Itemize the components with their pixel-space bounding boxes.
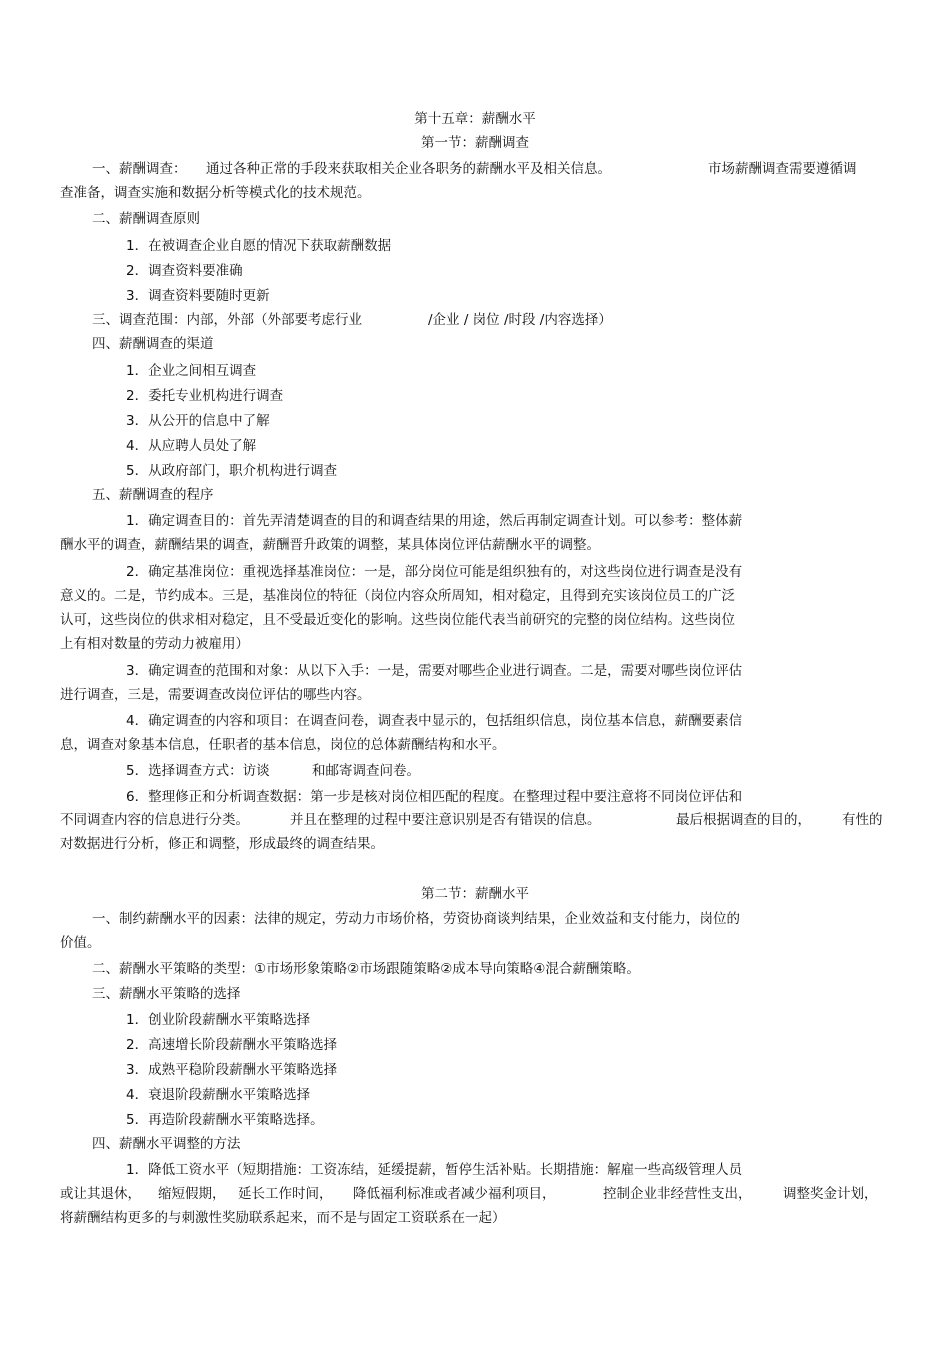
s2-p2: 二、薪酬水平策略的类型：①市场形象策略②市场跟随策略②成本导向策略④混合薪酬策略。 xyxy=(92,961,640,977)
s1-heading-5: 五、薪酬调查的程序 xyxy=(92,487,214,503)
proc-6-line1: 6．整理修正和分析调查数据：第一步是核对岗位相匹配的程度。在整理过程中要注意将不同岗位评估和 xyxy=(126,789,743,805)
proc-6-text-a: 不同调查内容的信息进行分类。 xyxy=(60,812,249,828)
s2-p1-line1: 一、制约薪酬水平的因素：法律的规定，劳动力市场价格，劳资协商谈判结果，企业效益和支付能力，岗位的 xyxy=(92,911,740,927)
s1-heading-4: 四、薪酬调查的渠道 xyxy=(92,336,214,352)
adj-1-text-a: 或让其退休， xyxy=(60,1186,141,1202)
proc-6-line3: 对数据进行分析，修正和调整，形成最终的调查结果。 xyxy=(60,836,384,852)
strategy-item: 2．高速增长阶段薪酬水平策略选择 xyxy=(126,1037,338,1053)
channel-item: 5．从政府部门，职介机构进行调查 xyxy=(126,463,338,479)
proc-5-text-a: 5．选择调查方式：访谈 xyxy=(126,763,270,779)
s1-p1-text-c: 市场薪酬调查需要遵循调 xyxy=(708,161,857,177)
strategy-item: 3．成熟平稳阶段薪酬水平策略选择 xyxy=(126,1062,338,1078)
proc-4-line2: 息，调查对象基本信息，任职者的基本信息，岗位的总体薪酬结构和水平。 xyxy=(60,737,506,753)
proc-5-text-b: 和邮寄调查问卷。 xyxy=(312,763,420,779)
strategy-item: 1．创业阶段薪酬水平策略选择 xyxy=(126,1012,311,1028)
adj-1-text-f: 调整奖金计划， xyxy=(783,1186,878,1202)
proc-3-line2: 进行调查，三是，需要调查改岗位评估的哪些内容。 xyxy=(60,687,371,703)
scope-text-b: /企业 / 岗位 /时段 /内容选择） xyxy=(428,312,612,328)
scope-text-a: 三、调查范围：内部，外部（外部要考虑行业 xyxy=(92,312,362,328)
strategy-item: 5．再造阶段薪酬水平策略选择。 xyxy=(126,1112,324,1128)
proc-2-line1: 2．确定基准岗位：重视选择基准岗位：一是，部分岗位可能是组织独有的，对这些岗位进行调查是没有 xyxy=(126,564,743,580)
channel-item: 1．企业之间相互调查 xyxy=(126,363,257,379)
principle-item: 3．调查资料要随时更新 xyxy=(126,288,270,304)
s2-heading-3: 三、薪酬水平策略的选择 xyxy=(92,986,241,1002)
adj-1-text-c: 延长工作时间， xyxy=(238,1186,333,1202)
channel-item: 3．从公开的信息中了解 xyxy=(126,413,270,429)
adj-1-text-e: 控制企业非经营性支出， xyxy=(603,1186,752,1202)
adj-1-text-b: 缩短假期， xyxy=(158,1186,226,1202)
proc-1-line1: 1．确定调查目的：首先弄清楚调查的目的和调查结果的用途，然后再制定调查计划。可以参考：整体薪 xyxy=(126,513,743,529)
channel-item: 4．从应聘人员处了解 xyxy=(126,438,257,454)
chapter-title: 第十五章：薪酬水平 xyxy=(414,111,536,127)
adj-1-text-d: 降低福利标准或者减少福利项目， xyxy=(353,1186,556,1202)
proc-6-text-c: 最后根据调查的目的， xyxy=(676,812,811,828)
channel-item: 2．委托专业机构进行调查 xyxy=(126,388,284,404)
s2-heading-4: 四、薪酬水平调整的方法 xyxy=(92,1136,241,1152)
s1-p1-text-b: 通过各种正常的手段来获取相关企业各职务的薪酬水平及相关信息。 xyxy=(206,161,611,177)
proc-2-line2: 意义的。二是，节约成本。三是，基准岗位的特征（岗位内容众所周知，相对稳定，且得到充实该岗位员工的广泛 xyxy=(60,588,735,604)
section-2-title: 第二节：薪酬水平 xyxy=(421,886,529,902)
proc-1-line2: 酬水平的调查，薪酬结果的调查，薪酬晋升政策的调整，某具体岗位评估薪酬水平的调整。 xyxy=(60,537,600,553)
s1-p1-text-a: 一、薪酬调查： xyxy=(92,161,187,177)
proc-2-line4: 上有相对数量的劳动力被雇用） xyxy=(60,636,249,652)
s2-p1-line2: 价值。 xyxy=(60,935,101,951)
section-1-title: 第一节：薪酬调查 xyxy=(421,135,529,151)
proc-3-line1: 3．确定调查的范围和对象：从以下入手：一是，需要对哪些企业进行调查。二是，需要对哪些岗位评估 xyxy=(126,663,743,679)
adj-1-line1: 1．降低工资水平（短期措施：工资冻结，延缓提薪，暂停生活补贴。长期措施：解雇一些高级管理人员 xyxy=(126,1162,743,1178)
s1-heading-2: 二、薪酬调查原则 xyxy=(92,211,200,227)
principle-item: 2．调查资料要准确 xyxy=(126,263,243,279)
adj-1-line3: 将薪酬结构更多的与刺激性奖励联系起来，而不是与固定工资联系在一起） xyxy=(60,1210,506,1226)
s1-p1-line2: 查准备，调查实施和数据分析等模式化的技术规范。 xyxy=(60,185,371,201)
principle-item: 1．在被调查企业自愿的情况下获取薪酬数据 xyxy=(126,238,392,254)
proc-6-text-b: 并且在整理的过程中要注意识别是否有错误的信息。 xyxy=(290,812,601,828)
strategy-item: 4．衰退阶段薪酬水平策略选择 xyxy=(126,1087,311,1103)
proc-6-text-d: 有性的 xyxy=(842,812,883,828)
proc-4-line1: 4．确定调查的内容和项目：在调查问卷，调查表中显示的，包括组织信息，岗位基本信息，薪酬要素信 xyxy=(126,713,743,729)
proc-2-line3: 认可，这些岗位的供求相对稳定，且不受最近变化的影响。这些岗位能代表当前研究的完整的岗位结构。这些岗位 xyxy=(60,612,735,628)
